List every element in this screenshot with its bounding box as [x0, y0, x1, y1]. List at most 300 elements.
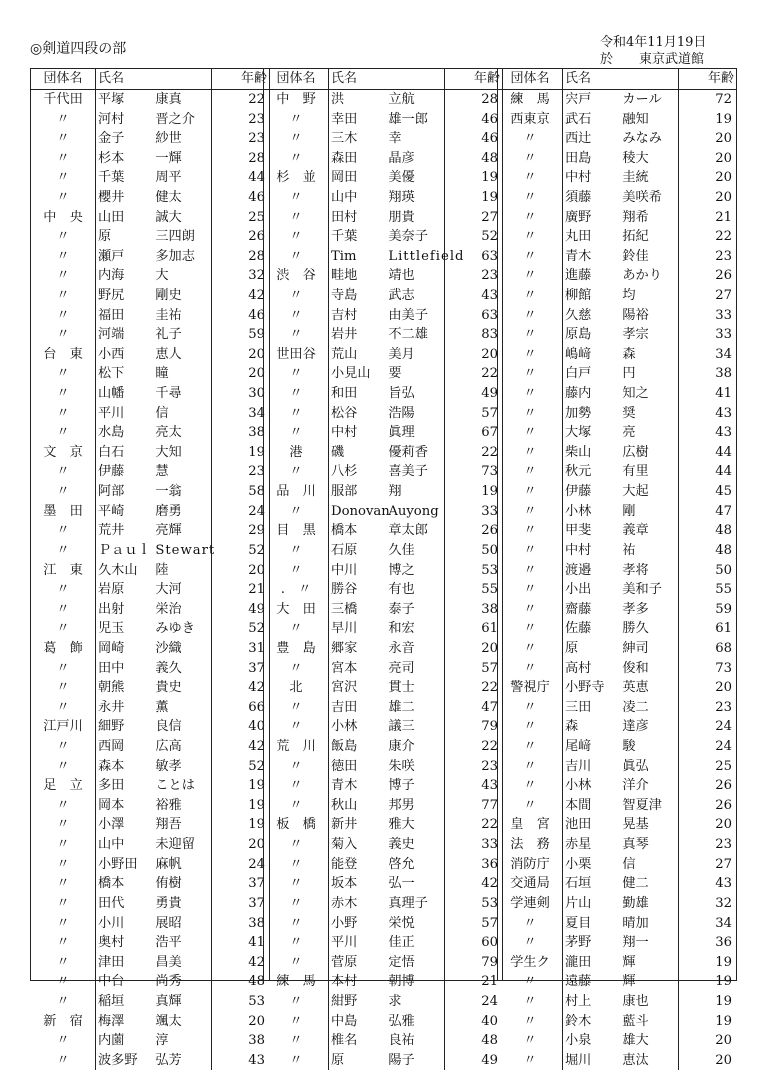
given-name-cell: 展昭 — [155, 915, 182, 931]
surname-cell: 菊入 — [331, 837, 358, 853]
table-row — [498, 89, 736, 109]
group-cell: 〃 — [264, 835, 329, 855]
surname-cell: 野尻 — [98, 288, 125, 303]
age-cell: 48 — [211, 972, 269, 992]
table-row — [498, 345, 736, 365]
age-cell: 60 — [444, 933, 502, 953]
table-row — [264, 325, 502, 345]
group-cell: 学連剣 — [498, 894, 563, 914]
surname-cell: 小出 — [565, 582, 592, 598]
given-name-cell: 輝 — [622, 954, 636, 970]
given-name-cell: 一翁 — [155, 484, 182, 500]
surname-cell: 服部 — [331, 484, 358, 500]
header-row — [498, 69, 736, 89]
age-cell: 20 — [678, 168, 736, 188]
surname-cell: 能登 — [331, 856, 358, 872]
table-row — [31, 619, 269, 639]
given-name-cell: 由美子 — [388, 307, 428, 323]
surname-cell: 池田 — [565, 817, 592, 833]
group-cell: 〃 — [31, 462, 96, 482]
table-row — [264, 776, 502, 796]
group-cell: 〃 — [498, 482, 563, 502]
surname-cell: 菅原 — [331, 954, 358, 970]
given-name-cell: 義久 — [155, 660, 182, 676]
given-name-cell: 朝博 — [388, 974, 415, 990]
age-cell: 23 — [444, 266, 502, 286]
group-cell: 〃 — [498, 207, 563, 227]
given-name-cell: 晴加 — [622, 915, 649, 931]
age-cell: 19 — [211, 796, 269, 816]
age-cell: 48 — [444, 148, 502, 168]
surname-cell: 片山 — [565, 895, 592, 911]
age-cell: 23 — [211, 462, 269, 482]
age-cell: 27 — [678, 854, 736, 874]
group-cell: 文 京 — [31, 443, 96, 463]
surname-cell: 高村 — [565, 660, 592, 676]
given-name-cell: 勇貴 — [155, 895, 182, 911]
group-cell: 〃 — [31, 678, 96, 698]
name-header: 氏名 — [563, 69, 679, 89]
given-name-cell: 颯太 — [155, 1013, 182, 1029]
table-row — [264, 874, 502, 894]
table-row — [31, 129, 269, 149]
given-name-cell: 圭統 — [622, 170, 649, 186]
age-cell: 38 — [444, 599, 502, 619]
table-row — [264, 580, 502, 600]
age-cell: 23 — [444, 756, 502, 776]
age-cell: 26 — [678, 796, 736, 816]
group-cell: 〃 — [264, 756, 329, 776]
group-cell: 〃 — [498, 1031, 563, 1051]
given-name-cell: 翔希 — [622, 209, 649, 225]
group-cell: 〃 — [498, 266, 563, 286]
surname-cell: 尾﨑 — [565, 739, 592, 755]
surname-cell: 杉本 — [98, 150, 125, 166]
given-name-cell: 陽裕 — [622, 307, 649, 323]
table-row — [31, 188, 269, 208]
group-cell: 法 務 — [498, 835, 563, 855]
table-row — [264, 717, 502, 737]
surname-cell: 秋山 — [331, 797, 358, 813]
group-cell: 〃 — [498, 737, 563, 757]
group-cell: 荒 川 — [264, 737, 329, 757]
given-name-cell: 真理子 — [388, 895, 428, 911]
age-cell: 24 — [444, 992, 502, 1012]
surname-cell: 本村 — [331, 974, 358, 990]
age-cell: 22 — [444, 443, 502, 463]
surname-cell: 赤木 — [331, 895, 358, 911]
surname-cell: 小野田 — [98, 856, 138, 872]
surname-cell: 徳田 — [331, 758, 358, 774]
group-cell: 〃 — [31, 148, 96, 168]
given-name-cell: 鈴佳 — [622, 248, 649, 264]
group-cell: 〃 — [264, 207, 329, 227]
given-name-cell: 雄大 — [622, 1033, 649, 1049]
group-cell: 〃 — [264, 541, 329, 561]
surname-cell: 柳館 — [565, 288, 592, 303]
surname-cell: 森田 — [331, 150, 358, 166]
age-cell: 21 — [444, 972, 502, 992]
given-name-cell: 英恵 — [622, 680, 649, 696]
age-cell: 57 — [444, 403, 502, 423]
table-row — [498, 1050, 736, 1070]
given-name-cell: 未迎留 — [155, 837, 195, 853]
table-row — [31, 658, 269, 678]
age-cell: 20 — [211, 345, 269, 365]
age-cell: 48 — [678, 541, 736, 561]
table-row — [264, 698, 502, 718]
group-cell: 〃 — [264, 246, 329, 266]
surname-cell: 齋藤 — [565, 601, 592, 617]
surname-cell: Donovan — [331, 503, 390, 519]
age-cell: 47 — [678, 501, 736, 521]
surname-cell: 武石 — [565, 111, 592, 127]
group-cell: 〃 — [31, 1031, 96, 1051]
table-row — [31, 541, 269, 561]
table-row — [498, 403, 736, 423]
table-row — [264, 541, 502, 561]
given-name-cell: 雄一郎 — [388, 111, 428, 127]
group-cell: 練 馬 — [498, 89, 563, 109]
table-row — [31, 109, 269, 129]
date-venue — [600, 34, 706, 68]
given-name-cell: 康也 — [622, 993, 649, 1009]
table-row — [498, 482, 736, 502]
age-cell: 25 — [211, 207, 269, 227]
table-row — [31, 952, 269, 972]
age-cell: 28 — [211, 148, 269, 168]
table-row — [31, 796, 269, 816]
age-cell: 33 — [444, 501, 502, 521]
given-name-cell: 勝久 — [622, 621, 649, 637]
group-cell: 〃 — [498, 423, 563, 443]
given-name-cell: 均 — [622, 288, 636, 303]
surname-cell: 平塚 — [98, 91, 125, 107]
group-cell: 〃 — [31, 619, 96, 639]
given-name-cell: 陸 — [155, 562, 169, 578]
age-cell: 37 — [211, 874, 269, 894]
table-row — [264, 835, 502, 855]
age-cell: 53 — [211, 992, 269, 1012]
table-row — [498, 835, 736, 855]
given-name-cell: 章太郎 — [388, 523, 428, 539]
surname-cell: 久木山 — [98, 562, 138, 578]
given-name-cell: 藍斗 — [622, 1013, 649, 1029]
group-cell: 〃 — [31, 894, 96, 914]
surname-cell: 小西 — [98, 346, 125, 362]
given-name-cell: 弘一 — [388, 876, 415, 892]
table-row — [264, 364, 502, 384]
surname-cell: Ｐａｕｌ — [98, 542, 151, 558]
age-cell: 63 — [444, 246, 502, 266]
given-name-cell: 眞弘 — [622, 758, 649, 774]
group-cell: 品 川 — [264, 482, 329, 502]
group-cell: 中 野 — [264, 89, 329, 109]
group-cell: 〃 — [264, 619, 329, 639]
group-cell: 〃 — [264, 658, 329, 678]
table-row — [264, 1031, 502, 1051]
table-row — [31, 1031, 269, 1051]
surname-cell: 森本 — [98, 758, 125, 774]
group-cell: 〃 — [498, 364, 563, 384]
surname-cell: 久慈 — [565, 307, 592, 323]
surname-cell: 白石 — [98, 444, 125, 460]
surname-cell: 中村 — [565, 170, 592, 186]
given-name-cell: 雄二 — [388, 699, 415, 715]
surname-cell: 三木 — [331, 131, 358, 147]
table-row — [498, 619, 736, 639]
given-name-cell: 美月 — [388, 346, 415, 362]
table-row — [31, 364, 269, 384]
group-cell: 〃 — [264, 933, 329, 953]
table-row — [264, 854, 502, 874]
group-cell: 〃 — [264, 913, 329, 933]
surname-cell: 山中 — [331, 189, 358, 205]
table-row — [264, 658, 502, 678]
age-cell: 21 — [678, 207, 736, 227]
group-cell: 大 田 — [264, 599, 329, 619]
age-cell: 36 — [678, 933, 736, 953]
table-row — [498, 384, 736, 404]
given-name-cell: 大知 — [155, 444, 182, 460]
table-row — [31, 384, 269, 404]
group-cell: 〃 — [498, 325, 563, 345]
given-name-cell: 靖也 — [388, 268, 415, 284]
surname-cell: 坂本 — [331, 876, 358, 892]
table-row — [264, 148, 502, 168]
age-cell: 46 — [211, 188, 269, 208]
group-cell: 〃 — [31, 972, 96, 992]
given-name-cell: 喜美子 — [388, 464, 428, 480]
given-name-cell: 康介 — [388, 739, 415, 755]
given-name-cell: 祐 — [622, 542, 636, 558]
age-cell: 43 — [678, 423, 736, 443]
event-date: 令和4年11月19日 — [600, 35, 707, 50]
age-cell: 21 — [211, 580, 269, 600]
age-cell: 20 — [211, 1011, 269, 1031]
age-cell: 24 — [678, 717, 736, 737]
given-name-cell: 美優 — [388, 170, 415, 186]
table-row — [31, 599, 269, 619]
table-row — [31, 698, 269, 718]
group-cell: 〃 — [264, 796, 329, 816]
table-row — [31, 227, 269, 247]
given-name-cell: 博之 — [388, 562, 415, 578]
age-cell: 43 — [444, 286, 502, 306]
given-name-cell: 駿 — [622, 739, 636, 755]
group-cell: 墨 田 — [31, 501, 96, 521]
group-cell: 〃 — [264, 952, 329, 972]
surname-cell: 内海 — [98, 268, 125, 284]
age-cell: 23 — [678, 835, 736, 855]
age-cell: 55 — [444, 580, 502, 600]
given-name-cell: 眞理 — [388, 425, 415, 441]
surname-cell: Tim — [331, 248, 357, 264]
age-cell: 37 — [211, 894, 269, 914]
surname-cell: 嶋﨑 — [565, 346, 592, 362]
surname-cell: 小林 — [565, 778, 592, 794]
group-cell: 〃 — [264, 188, 329, 208]
age-cell: 40 — [211, 717, 269, 737]
age-cell: 47 — [444, 698, 502, 718]
given-name-cell: 浩平 — [155, 935, 182, 951]
group-cell: 〃 — [264, 992, 329, 1012]
table-row — [498, 639, 736, 659]
group-cell: 〃 — [498, 776, 563, 796]
age-cell: 22 — [211, 89, 269, 109]
table-row — [31, 835, 269, 855]
given-name-cell: 多加志 — [155, 248, 195, 264]
surname-cell: 中川 — [331, 562, 358, 578]
table-row — [264, 933, 502, 953]
age-cell: 40 — [444, 1011, 502, 1031]
surname-cell: 岩原 — [98, 582, 125, 598]
surname-cell: 三田 — [565, 699, 592, 715]
given-name-cell: 凌二 — [622, 699, 649, 715]
group-cell: 〃 — [498, 658, 563, 678]
group-cell: 〃 — [264, 1031, 329, 1051]
surname-cell: 進藤 — [565, 268, 592, 284]
group-cell: 〃 — [264, 305, 329, 325]
surname-cell: 寺島 — [331, 288, 358, 303]
table-row — [264, 443, 502, 463]
group-cell: 〃 — [498, 913, 563, 933]
surname-cell: 小野寺 — [565, 680, 605, 696]
age-cell: 50 — [678, 560, 736, 580]
given-name-cell: 亮司 — [388, 660, 415, 676]
table-row — [264, 952, 502, 972]
age-cell: 57 — [444, 913, 502, 933]
age-cell: 27 — [444, 207, 502, 227]
group-cell: 〃 — [264, 286, 329, 306]
table-row — [498, 913, 736, 933]
age-cell: 50 — [444, 541, 502, 561]
given-name-cell: 義史 — [388, 837, 415, 853]
group-cell: 〃 — [498, 129, 563, 149]
group-cell: 〃 — [31, 286, 96, 306]
surname-cell: 小川 — [98, 915, 125, 931]
surname-cell: 平川 — [331, 935, 358, 951]
surname-cell: 岡崎 — [98, 640, 125, 656]
age-cell: 79 — [444, 717, 502, 737]
given-name-cell: 洋介 — [622, 778, 649, 794]
group-cell: 〃 — [498, 1050, 563, 1070]
given-name-cell: 雅大 — [388, 817, 415, 833]
surname-cell: 八杉 — [331, 464, 358, 480]
given-name-cell: 義章 — [622, 523, 649, 539]
group-cell: 〃 — [498, 286, 563, 306]
given-name-cell: 麻帆 — [155, 856, 182, 872]
given-name-cell: 慧 — [155, 464, 169, 480]
age-cell: 19 — [678, 952, 736, 972]
given-name-cell: 礼子 — [155, 327, 182, 343]
group-cell: 〃 — [498, 148, 563, 168]
age-cell: 46 — [211, 305, 269, 325]
roster-table — [498, 69, 736, 1070]
age-cell: 19 — [678, 1011, 736, 1031]
surname-cell: 小林 — [331, 719, 358, 735]
table-row — [264, 188, 502, 208]
group-cell: 〃 — [31, 364, 96, 384]
given-name-cell: 翔 — [388, 484, 402, 500]
surname-cell: 中島 — [331, 1013, 358, 1029]
age-cell: 20 — [211, 835, 269, 855]
age-cell: 45 — [678, 482, 736, 502]
age-cell: 20 — [678, 678, 736, 698]
group-cell: 足 立 — [31, 776, 96, 796]
table-row — [31, 286, 269, 306]
surname-cell: 石垣 — [565, 876, 592, 892]
surname-cell: 山幡 — [98, 386, 125, 402]
group-cell: 中 央 — [31, 207, 96, 227]
age-cell: 20 — [211, 364, 269, 384]
given-name-cell: 美和子 — [622, 582, 662, 598]
given-name-cell: 和宏 — [388, 621, 415, 637]
group-cell: 〃 — [31, 521, 96, 541]
age-cell: 19 — [444, 168, 502, 188]
table-row — [31, 737, 269, 757]
group-cell: 〃 — [498, 541, 563, 561]
age-cell: 22 — [444, 678, 502, 698]
age-cell: 43 — [211, 1050, 269, 1070]
age-cell: 23 — [678, 698, 736, 718]
table-row — [498, 796, 736, 816]
group-cell: 〃 — [264, 776, 329, 796]
surname-cell: 田島 — [565, 150, 592, 166]
table-row — [31, 423, 269, 443]
given-name-cell: 誠大 — [155, 209, 182, 225]
given-name-cell: 美奈子 — [388, 229, 428, 245]
table-row — [498, 129, 736, 149]
group-cell: 目 黒 — [264, 521, 329, 541]
group-cell: 〃 — [31, 305, 96, 325]
surname-cell: 藤内 — [565, 386, 592, 402]
given-name-cell: 裕雅 — [155, 797, 182, 813]
surname-cell: 西岡 — [98, 739, 125, 755]
given-name-cell: 武志 — [388, 288, 415, 303]
given-name-cell: 恵汰 — [622, 1052, 649, 1068]
table-row — [264, 599, 502, 619]
given-name-cell: 圭祐 — [155, 307, 182, 323]
given-name-cell: 孝将 — [622, 562, 649, 578]
given-name-cell: 孝宗 — [622, 327, 649, 343]
surname-cell: 吉村 — [331, 307, 358, 323]
given-name-cell: 森 — [622, 346, 636, 362]
age-cell: 38 — [678, 364, 736, 384]
table-row — [264, 246, 502, 266]
roster-table — [264, 69, 502, 1070]
given-name-cell: 陽子 — [388, 1052, 415, 1068]
surname-cell: 廣野 — [565, 209, 592, 225]
group-cell: 練 馬 — [264, 972, 329, 992]
surname-cell: 村上 — [565, 993, 592, 1009]
group-cell: 千代田 — [31, 89, 96, 109]
surname-cell: 中村 — [565, 542, 592, 558]
given-name-cell: 稜大 — [622, 150, 649, 166]
table-row — [31, 854, 269, 874]
age-cell: 32 — [211, 266, 269, 286]
group-cell: 新 宿 — [31, 1011, 96, 1031]
table-row — [31, 815, 269, 835]
table-row — [264, 972, 502, 992]
given-name-cell: 瞳 — [155, 366, 169, 382]
surname-cell: 小澤 — [98, 817, 125, 833]
table-row — [498, 952, 736, 972]
table-row — [264, 109, 502, 129]
given-name-cell: 議三 — [388, 719, 415, 735]
table-row — [31, 305, 269, 325]
given-name-cell: 不二雄 — [388, 327, 428, 343]
